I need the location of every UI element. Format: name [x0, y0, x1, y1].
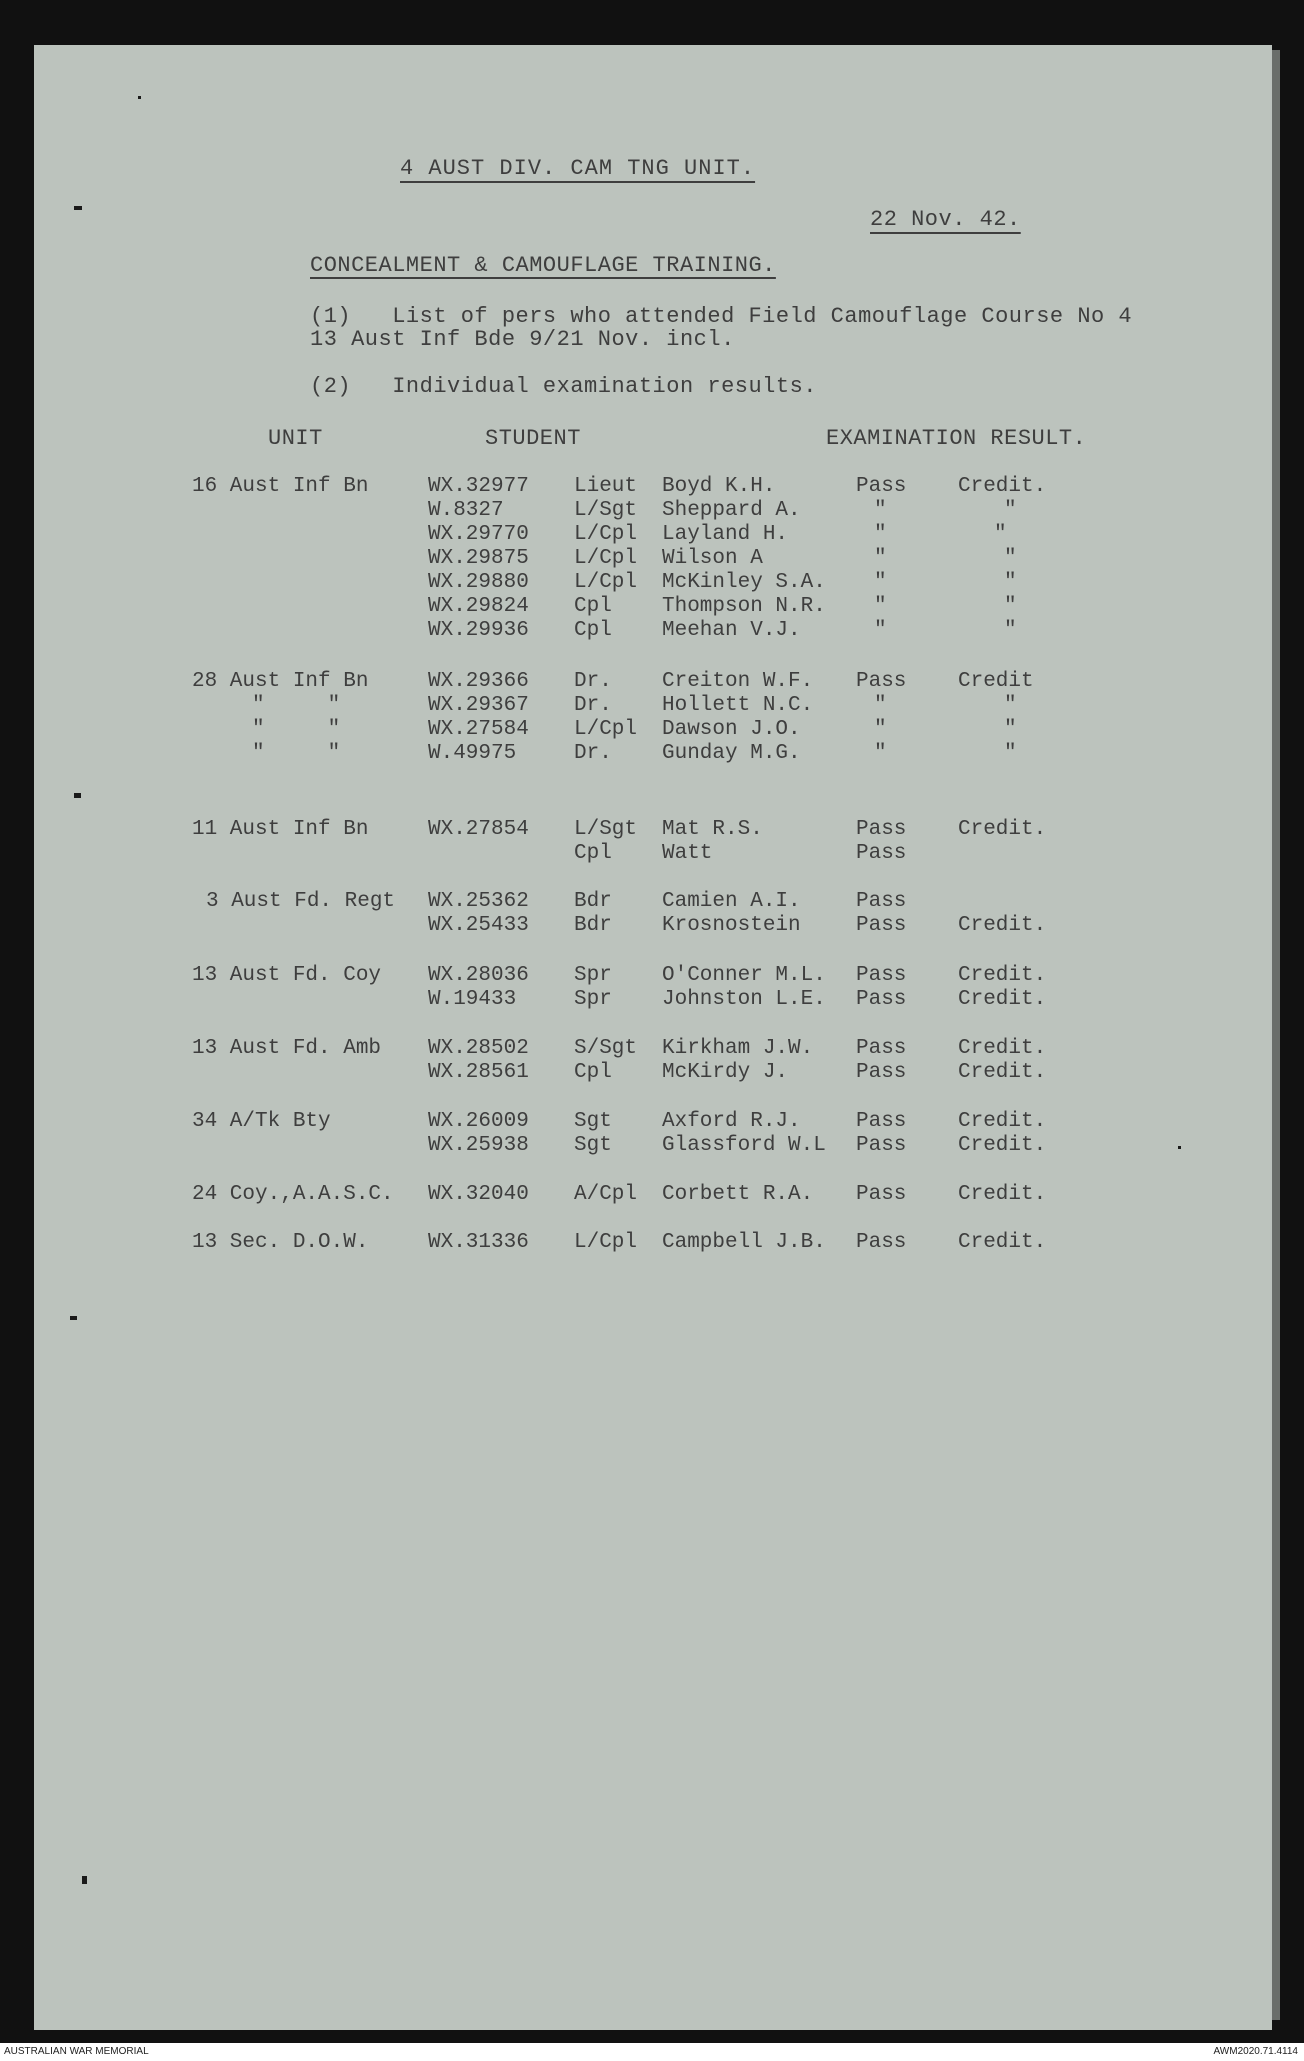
- document-title: 4 AUST DIV. CAM TNG UNIT.: [400, 156, 756, 181]
- cell-unit: 13 Sec. D.O.W.: [192, 1231, 369, 1254]
- cell-result: Pass: [856, 670, 907, 693]
- cell-name: Sheppard A.: [662, 499, 801, 522]
- cell-name: Meehan V.J.: [662, 619, 801, 642]
- cell-number: WX.29875: [428, 547, 529, 570]
- cell-number: WX.28502: [428, 1037, 529, 1060]
- table-row: [0, 1134, 1304, 1158]
- cell-credit: Credit.: [958, 1110, 1047, 1133]
- table-row: [0, 619, 1304, 643]
- cell-number: WX.29936: [428, 619, 529, 642]
- cell-number: W.49975: [428, 742, 517, 765]
- cell-unit: 11 Aust Inf Bn: [192, 818, 369, 841]
- ink-speck: [82, 1876, 87, 1884]
- table-row: [0, 523, 1304, 547]
- cell-unit: 16 Aust Inf Bn: [192, 475, 369, 498]
- cell-rank: Cpl: [574, 595, 612, 618]
- cell-name: Johnston L.E.: [662, 988, 826, 1011]
- cell-name: Hollett N.C.: [662, 694, 814, 717]
- cell-number: WX.32977: [428, 475, 529, 498]
- cell-result: Pass: [856, 475, 907, 498]
- cell-unit: 24 Coy.,A.A.S.C.: [192, 1183, 394, 1206]
- cell-name: Camien A.I.: [662, 890, 801, 913]
- cell-number: WX.27584: [428, 718, 529, 741]
- cell-rank: Sgt: [574, 1134, 612, 1157]
- cell-number: WX.31336: [428, 1231, 529, 1254]
- cell-unit: 13 Aust Fd. Coy: [192, 964, 382, 987]
- table-row: [0, 718, 1304, 742]
- cell-name: Campbell J.B.: [662, 1231, 826, 1254]
- document-subject: CONCEALMENT & CAMOUFLAGE TRAINING.: [310, 253, 776, 278]
- cell-name: Axford R.J.: [662, 1110, 801, 1133]
- cell-number: WX.27854: [428, 818, 529, 841]
- cell-rank: L/Cpl: [574, 547, 638, 570]
- sheet-edge: [1272, 50, 1280, 2020]
- cell-number: WX.29367: [428, 694, 529, 717]
- cell-credit: ": [1004, 571, 1017, 594]
- table-row: [0, 964, 1304, 988]
- cell-name: Watt: [662, 842, 713, 865]
- cell-credit: ": [1004, 595, 1017, 618]
- cell-result: Pass: [856, 890, 907, 913]
- column-header-exam-result: EXAMINATION RESULT.: [826, 426, 1087, 451]
- cell-credit: ": [1004, 694, 1017, 717]
- cell-credit: Credit.: [958, 988, 1047, 1011]
- cell-number: WX.26009: [428, 1110, 529, 1133]
- cell-rank: Cpl: [574, 842, 612, 865]
- cell-rank: Spr: [574, 964, 612, 987]
- cell-result: Pass: [856, 1061, 907, 1084]
- cell-rank: Dr.: [574, 694, 612, 717]
- paragraph-1-line-1: (1) List of pers who attended Field Camouflage Course No 4: [310, 304, 1133, 329]
- cell-credit: Credit.: [958, 1183, 1047, 1206]
- table-row: [0, 571, 1304, 595]
- table-row: [0, 1231, 1304, 1255]
- cell-name: Glassford W.L: [662, 1134, 826, 1157]
- cell-number: WX.28036: [428, 964, 529, 987]
- cell-credit: Credit.: [958, 818, 1047, 841]
- cell-unit: " ": [252, 742, 341, 765]
- cell-credit: ": [1004, 499, 1017, 522]
- cell-rank: L/Cpl: [574, 718, 638, 741]
- cell-name: Gunday M.G.: [662, 742, 801, 765]
- cell-result: Pass: [856, 1037, 907, 1060]
- cell-result: ": [874, 595, 887, 618]
- cell-result: ": [874, 619, 887, 642]
- paragraph-1-line-2: 13 Aust Inf Bde 9/21 Nov. incl.: [310, 327, 735, 352]
- cell-name: Krosnostein: [662, 914, 801, 937]
- cell-name: O'Conner M.L.: [662, 964, 826, 987]
- cell-name: Dawson J.O.: [662, 718, 801, 741]
- cell-name: Boyd K.H.: [662, 475, 776, 498]
- cell-number: WX.25433: [428, 914, 529, 937]
- cell-result: ": [874, 694, 887, 717]
- cell-unit: 13 Aust Fd. Amb: [192, 1037, 382, 1060]
- table-row: [0, 499, 1304, 523]
- cell-number: WX.29824: [428, 595, 529, 618]
- cell-credit: Credit.: [958, 1061, 1047, 1084]
- cell-unit: 34 A/Tk Bty: [192, 1110, 331, 1133]
- cell-unit: 28 Aust Inf Bn: [192, 670, 369, 693]
- cell-result: ": [874, 499, 887, 522]
- cell-result: ": [874, 718, 887, 741]
- cell-rank: Dr.: [574, 670, 612, 693]
- cell-credit: ": [994, 523, 1007, 546]
- cell-result: Pass: [856, 1231, 907, 1254]
- paragraph-2: (2) Individual examination results.: [310, 374, 817, 399]
- cell-result: Pass: [856, 1134, 907, 1157]
- cell-name: Kirkham J.W.: [662, 1037, 814, 1060]
- cell-rank: Lieut: [574, 475, 638, 498]
- cell-credit: Credit.: [958, 964, 1047, 987]
- table-row: [0, 670, 1304, 694]
- cell-credit: ": [1004, 547, 1017, 570]
- ink-speck: [138, 96, 141, 99]
- cell-number: WX.29366: [428, 670, 529, 693]
- cell-result: ": [874, 523, 887, 546]
- cell-name: McKirdy J.: [662, 1061, 789, 1084]
- cell-result: Pass: [856, 818, 907, 841]
- cell-name: Wilson A: [662, 547, 763, 570]
- cell-name: Mat R.S.: [662, 818, 763, 841]
- cell-credit: Credit.: [958, 1037, 1047, 1060]
- cell-result: Pass: [856, 988, 907, 1011]
- column-header-student: STUDENT: [485, 426, 581, 451]
- cell-credit: ": [1004, 619, 1017, 642]
- cell-result: Pass: [856, 914, 907, 937]
- cell-rank: Cpl: [574, 619, 612, 642]
- cell-rank: Spr: [574, 988, 612, 1011]
- table-row: [0, 988, 1304, 1012]
- cell-name: Corbett R.A.: [662, 1183, 814, 1206]
- ink-speck: [70, 1316, 77, 1320]
- table-row: [0, 547, 1304, 571]
- table-row: [0, 1037, 1304, 1061]
- cell-unit: 3 Aust Fd. Regt: [206, 890, 396, 913]
- footer-institution: AUSTRALIAN WAR MEMORIAL: [4, 2046, 149, 2057]
- cell-unit: " ": [252, 718, 341, 741]
- cell-result: ": [874, 547, 887, 570]
- cell-number: W.8327: [428, 499, 504, 522]
- archive-footer: [0, 2043, 1304, 2061]
- cell-rank: L/Cpl: [574, 571, 638, 594]
- cell-rank: L/Cpl: [574, 1231, 638, 1254]
- cell-number: WX.28561: [428, 1061, 529, 1084]
- cell-name: Thompson N.R.: [662, 595, 826, 618]
- table-row: [0, 1110, 1304, 1134]
- table-row: [0, 842, 1304, 866]
- cell-result: ": [874, 571, 887, 594]
- cell-result: Pass: [856, 964, 907, 987]
- cell-result: Pass: [856, 842, 907, 865]
- cell-rank: Bdr: [574, 914, 612, 937]
- cell-credit: ": [1004, 742, 1017, 765]
- cell-name: McKinley S.A.: [662, 571, 826, 594]
- table-row: [0, 1183, 1304, 1207]
- table-row: [0, 818, 1304, 842]
- table-row: [0, 694, 1304, 718]
- table-row: [0, 914, 1304, 938]
- cell-number: WX.29770: [428, 523, 529, 546]
- cell-number: WX.29880: [428, 571, 529, 594]
- cell-rank: Dr.: [574, 742, 612, 765]
- ink-speck: [74, 206, 82, 210]
- cell-credit: Credit.: [958, 475, 1047, 498]
- cell-rank: Cpl: [574, 1061, 612, 1084]
- cell-rank: Bdr: [574, 890, 612, 913]
- cell-number: WX.25362: [428, 890, 529, 913]
- cell-credit: ": [1004, 718, 1017, 741]
- ink-speck: [74, 793, 81, 798]
- table-row: [0, 742, 1304, 766]
- cell-rank: S/Sgt: [574, 1037, 638, 1060]
- cell-name: Creiton W.F.: [662, 670, 814, 693]
- cell-credit: Credit.: [958, 914, 1047, 937]
- cell-unit: " ": [252, 694, 341, 717]
- cell-result: Pass: [856, 1110, 907, 1133]
- cell-rank: L/Sgt: [574, 499, 638, 522]
- cell-number: W.19433: [428, 988, 517, 1011]
- cell-rank: L/Cpl: [574, 523, 638, 546]
- cell-name: Layland H.: [662, 523, 789, 546]
- table-row: [0, 595, 1304, 619]
- table-row: [0, 475, 1304, 499]
- cell-credit: Credit.: [958, 1231, 1047, 1254]
- cell-number: WX.25938: [428, 1134, 529, 1157]
- document-date: 22 Nov. 42.: [870, 207, 1021, 232]
- cell-rank: A/Cpl: [574, 1183, 638, 1206]
- footer-reference: AWM2020.71.4114: [1213, 2046, 1298, 2057]
- cell-rank: L/Sgt: [574, 818, 638, 841]
- table-row: [0, 890, 1304, 914]
- cell-credit: Credit: [958, 670, 1034, 693]
- column-header-unit: UNIT: [268, 426, 323, 451]
- cell-result: ": [874, 742, 887, 765]
- cell-rank: Sgt: [574, 1110, 612, 1133]
- table-row: [0, 1061, 1304, 1085]
- cell-credit: Credit.: [958, 1134, 1047, 1157]
- cell-number: WX.32040: [428, 1183, 529, 1206]
- cell-result: Pass: [856, 1183, 907, 1206]
